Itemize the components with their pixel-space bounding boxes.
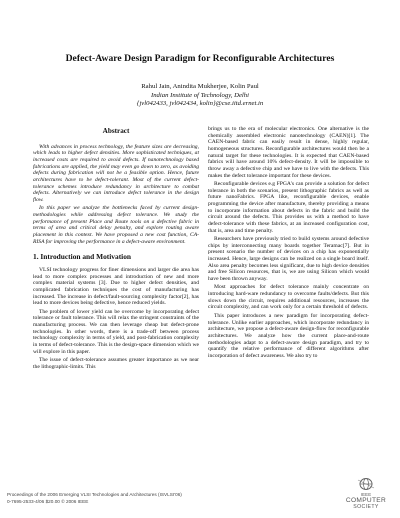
ieee-globe-icon bbox=[356, 477, 376, 491]
body-paragraph: Most approaches for defect tolerance mainly concentrate on introducing hard-ware redundancy to overcome faults/defects. But this slows down the circuit, requires additional resources, increases the circuit complexity, and can work only for a certain threshold of defects. bbox=[208, 284, 369, 311]
right-column bbox=[208, 126, 369, 361]
author-names: Rahul Jain, Anindita Mukherjee, Kolin Paul bbox=[141, 83, 259, 90]
author-emails: {jvl042433, jvl042434, kolin}@cse.iitd.ernet.in bbox=[136, 100, 264, 108]
author-institution: Indian Institute of Technology, Delhi bbox=[150, 91, 249, 99]
body-paragraph: Reconfigurable devices e.g FPGA's can provide a solution for defect tolerance in both the scenarios, present lithographic fabrics as well as future nanoFabrics. FPGA like, reconfigurable devices, enable programming the device after manufacture, thereby providing a means to incorporate information about defects in the fabric and build the circuit around the defects. This provides us with a method to have defect-tolerance with these fabrics, at an increased configuration cost, that is, area and time penalty. bbox=[208, 181, 369, 234]
computer-society-logo bbox=[341, 477, 391, 510]
author-block bbox=[0, 83, 400, 109]
abstract-paragraph: With advances in process technology, the feature sizes are decreasing, which leads to higher defect densities. More sophisticated techniques, at increased costs are required to avoid defects. If nanotechnology based fabrications are applied, the yield may even go down to zero, as avoiding defects during fabrication will not be a feasible option. Hence, future architectures have to be defect-tolerant. Most of the current defect-tolerance schemes introduce redundancy in architecture to combat defects. Alternatively we can introduce defect tolerance in the design flow. bbox=[33, 143, 199, 203]
proceedings-footer bbox=[7, 492, 307, 505]
body-paragraph: Researchers have previously tried to build systems around defective chips by interconnecting many boards together Teramac[7]. But in present scenario the number of devices on a chip has exponentially increased. Hence, large designs can be realized on a single board itself. Also area penalty becomes less significant, due to high device densities and free Silicon resources, that is, we are using Silicon which would have been thrown anyway. bbox=[208, 236, 369, 283]
footer-copyright-line: 0-7695-2533-4/06 $20.00 © 2006 IEEE bbox=[7, 498, 89, 504]
body-paragraph: This paper introduces a new paradigm for incorporating defect-tolerance. Unlike earlier approaches, which incorporate redundancy in architecture, we propose a defect-aware design-flow for reconfigurable architectures. We analyze how the current place-and-route methodologies adapt to a defect-aware design paradigm, and try to quantify the relative performance of different algorithms after incorporation of defect awareness. We also try to bbox=[208, 312, 369, 359]
abstract-paragraph: In this paper we analyze the bottlenecks faced by current design-methodologies while addressing defect tolerance. We study the performance of present Place and Route tools on a defective fabric in terms of area and critical delay penalty, and explore routing aware placement in this context. We have proposed a new cost function, CA-RISA for improving the performance in a defect-aware environment. bbox=[33, 205, 199, 245]
abstract-heading: Abstract bbox=[102, 127, 130, 135]
body-paragraph: The problem of lower yield can be overcome by incorporating defect tolerance or fault tolerance. This will relax the stringent constraints of the manufacturing process. We can then leverage cheap but defect-prone technologies. In other words, there is a trade-off between process technology complexity in terms of yield, and post-fabrication complexity in terms of defect-tolerance. This is the design-space dimension which we will explore in this paper. bbox=[33, 308, 199, 355]
paper-title: Defect-Aware Design Paradigm for Reconfigurable Architectures bbox=[65, 53, 335, 64]
logo-org: IEEE bbox=[360, 492, 372, 497]
body-paragraph: brings us to the era of molecular electronics. One alternative is the chemically assembled electronic nanotechnology (CAEN)[1]. The CAEN-based fabric can easily result in dense, highly regular, homogeneous structures. Reconfigurable architectures would then be a natural target for these technologies. It is expected that CAEN-based fabrics will have around 10% defect-density. It will be impossible to throw away a defective chip and we have to live with the defects. This makes the defect tolerance important for these devices. bbox=[208, 126, 369, 179]
logo-line-1: COMPUTER bbox=[345, 497, 387, 504]
body-paragraph: The issue of defect-tolerance assumes greater importance as we near the lithographic-limits. This bbox=[33, 357, 199, 370]
section-heading: 1. Introduction and Motivation bbox=[33, 252, 132, 262]
left-column bbox=[33, 128, 199, 372]
footer-proceedings-line: Proceedings of the 2006 Emerging VLSI Technologies and Architectures (ISVLSI'06) bbox=[7, 492, 182, 497]
logo-line-2: SOCIETY bbox=[353, 504, 379, 510]
body-paragraph: VLSI technology progress for finer dimensions and larger die area has lead to more complex processes and introduction of new and more complex material systems [3]. Due to higher defect densities, and complicated fabrication techniques the cost of manufacturing has increased. The increase in defect/fault-sourcing complexity factor[2], has lead to more devices being defective, hence reduced yields. bbox=[33, 266, 199, 307]
